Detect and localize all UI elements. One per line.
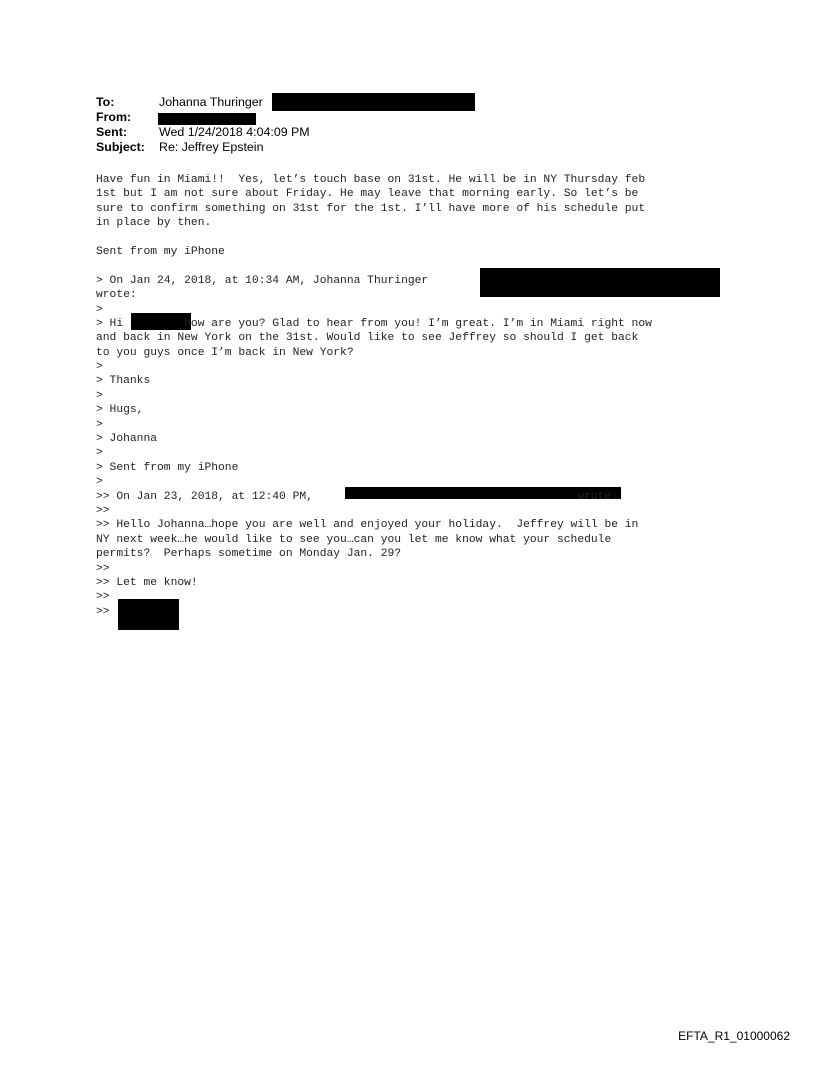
body-line: > [96,389,103,402]
body-line: > [96,447,103,460]
body-line [96,231,736,245]
body-line: > [96,418,103,431]
body-line: >> Hello Johanna…hope you are well and enjoyed your holiday. Jeffrey will be in [96,519,639,532]
email-body [96,173,736,619]
body-line: > Sent from my iPhone [96,461,239,474]
body-line: >> On Jan 23, 2018, at 12:40 PM, wrote: [96,490,619,503]
from-label: From: [96,110,132,124]
document-id: EFTA_R1_01000062 [678,1029,790,1043]
body-line: Have fun in Miami!! Yes, let’s touch base on 31st. He will be in NY Thursday feb [96,174,646,186]
body-line: > [96,303,103,316]
body-line: > Hugs, [96,404,144,417]
subject-label: Subject: [96,140,145,154]
redaction-from [158,113,256,125]
sent-label: Sent: [96,125,127,139]
body-line: > [96,476,103,489]
body-line: Sent from my iPhone [96,245,225,258]
to-label: To: [96,95,115,109]
sent-row [96,125,310,140]
body-line: >> [96,591,110,604]
body-line: and back in New York on the 31st. Would like to see Jeffrey so should I get back [96,332,639,345]
body-line: > [96,361,103,374]
body-line: wrote: [96,289,137,302]
body-line: > Hi how are you? Glad to hear from you! I’m great. I’m in Miami right now [96,317,652,330]
body-line: >> [96,562,110,575]
body-line: permits? Perhaps sometime on Monday Jan. 29? [96,548,402,561]
subject-row [96,140,310,155]
body-line: to you guys once I’m back in New York? [96,346,354,359]
redaction-to-email [272,93,475,111]
sent-value: Wed 1/24/2018 4:04:09 PM [159,125,310,139]
subject-value: Re: Jeffrey Epstein [159,140,264,154]
body-line: > Thanks [96,375,151,388]
body-line: in place by then. [96,217,212,230]
body-line: >> Let me know! [96,576,198,589]
body-line [96,259,736,273]
body-line: >> [96,504,110,517]
to-value: Johanna Thuringer [159,95,263,109]
body-line: 1st but I am not sure about Friday. He may leave that morning early. So let’s be [96,188,639,201]
body-line: > On Jan 24, 2018, at 10:34 AM, Johanna Thuringer [96,274,429,287]
body-line: >> [96,605,110,618]
body-line: sure to confirm something on 31st for the 1st. I’ll have more of his schedule put [96,202,646,215]
body-line: NY next week…he would like to see you…can you let me know what your schedule [96,533,612,546]
body-line: > Johanna [96,433,158,446]
